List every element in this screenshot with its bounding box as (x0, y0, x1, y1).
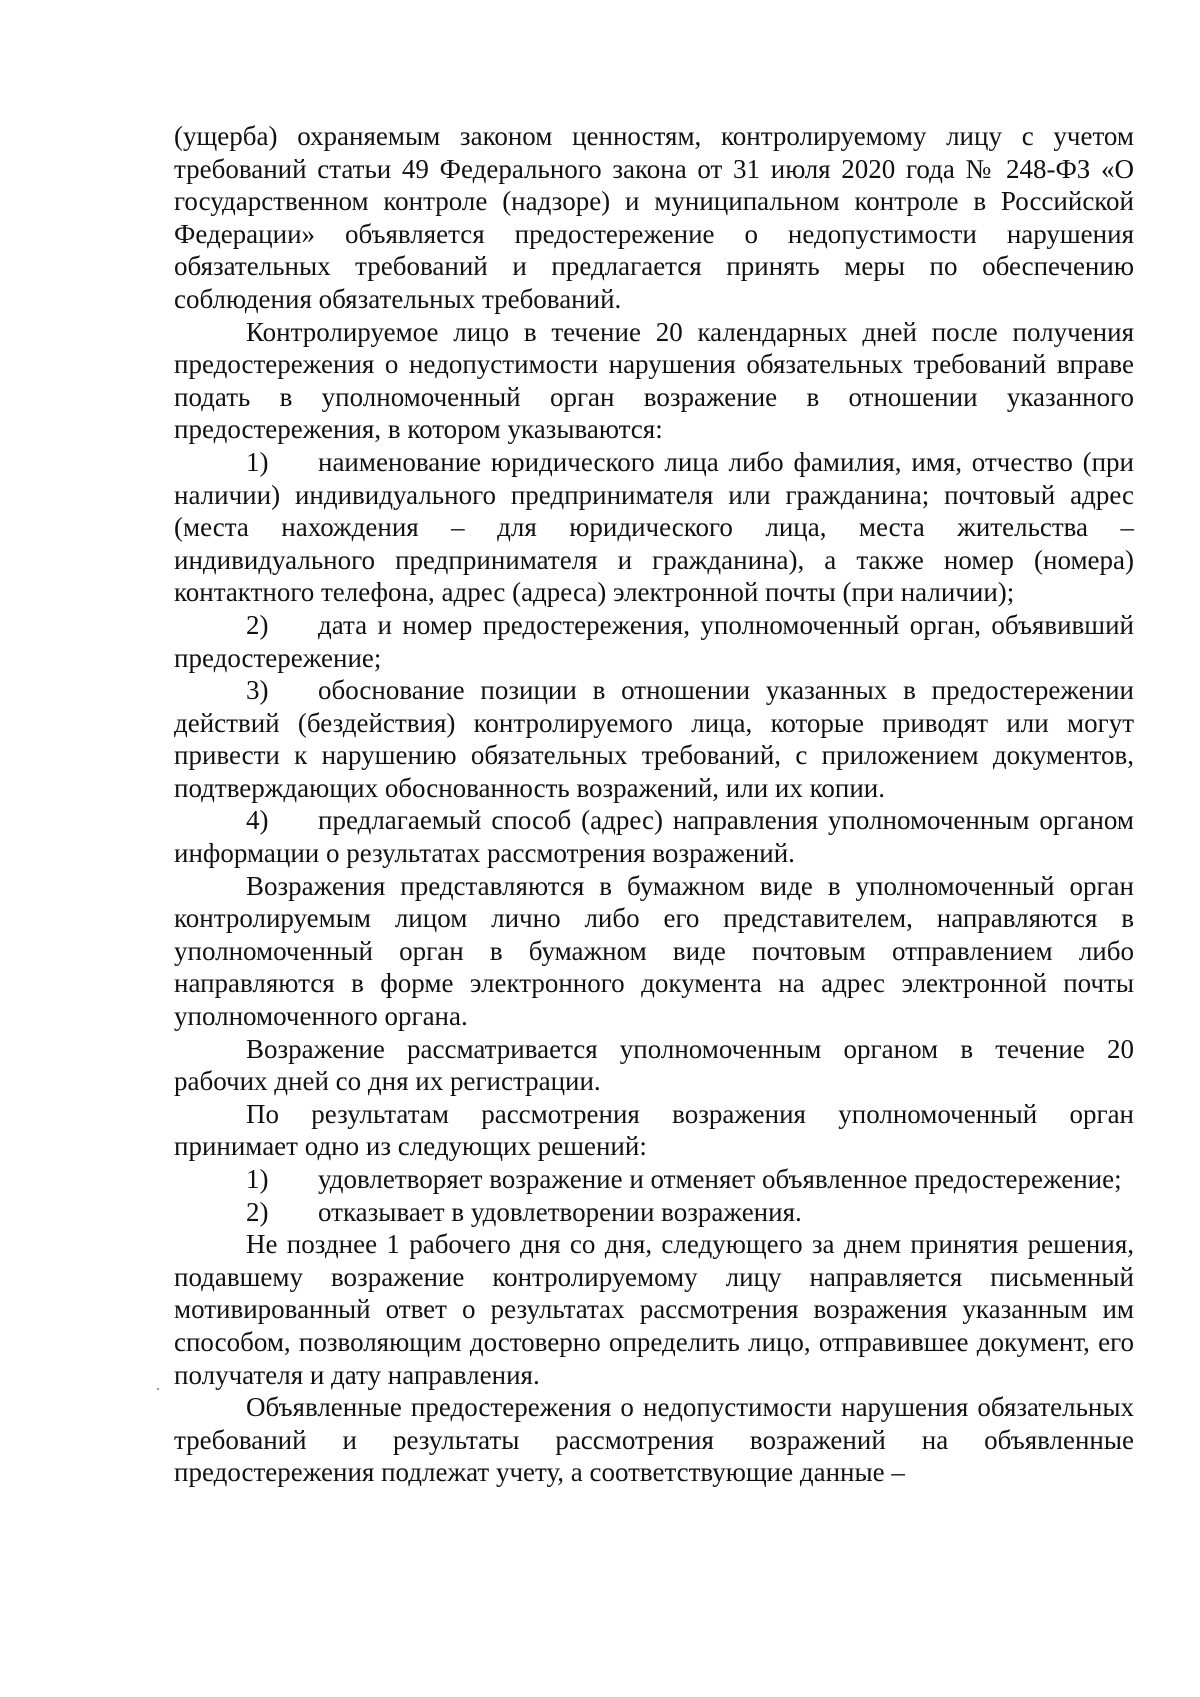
list-item (174, 1196, 1134, 1229)
list-item (174, 446, 1134, 609)
paragraph-response: Не позднее 1 рабочего дня со дня, следующего за днем принятия решения, подавшему возражение контролируемому лицу направляется письменный мотивированный ответ о результатах рассмотрения возражения указанным им способом, позволяющим достоверно определить лицо, отправившее документ, его получателя и дату направления. (174, 1229, 1134, 1390)
paragraph-submission: Возражения представляются в бумажном виде в уполномоченный орган контролируемым лицом лично либо его представителем, направляются в уполномоченный орган в бумажном виде почтовым отправлением либо направляются в форме электронного документа на адрес электронной почты уполномоченного органа. (174, 870, 1134, 1032)
list-item-number: 2) (246, 609, 269, 640)
list-item-text: удовлетворяет возражение и отменяет объявленное предостережение; (318, 1164, 1122, 1194)
list-item-number: 1) (246, 446, 269, 477)
list-item-number: 3) (246, 675, 269, 706)
list-item-number: 4) (246, 805, 269, 836)
paragraph-decisions-intro: По результатам рассмотрения возражения уполномоченный орган принимает одно из следующих решений: (174, 1098, 1134, 1162)
paragraph-review-term: Возражение рассматривается уполномоченным органом в течение 20 рабочих дней со дня их регистрации. (174, 1033, 1134, 1097)
scan-artifact (157, 1388, 159, 1390)
list-item-text: обоснование позиции в отношении указанных в предостережении действий (бездействия) контролируемого лица, которые приводят или могут привести к нарушению обязательных требований, с приложением документов, подтверждающих обоснованность возражений, или их копии. (174, 675, 1134, 803)
list-item (174, 674, 1134, 804)
paragraph-objection-right: Контролируемое лицо в течение 20 календарных дней после получения предостережения о недопустимости нарушения обязательных требований вправе подать в уполномоченный орган возражение в отношении указанного предостережения, в котором указываются: (174, 316, 1134, 445)
list-item-text: отказывает в удовлетворении возражения. (318, 1196, 802, 1227)
list-item (174, 1163, 1134, 1196)
document-body (174, 120, 1134, 1489)
list-item-number: 1) (246, 1164, 269, 1194)
list-item-text: дата и номер предостережения, уполномоченный орган, объявивший предостережение; (174, 609, 1134, 673)
list-item (174, 804, 1134, 869)
paragraph-continuation: (ущерба) охраняемым законом ценностям, контролируемому лицу с учетом требований статьи 49 Федерального закона от 31 июля 2020 года № 248-ФЗ «О государственном контроле (надзоре) и муниципальном контроле в Российской Федерации» объявляется предостережение о недопустимости нарушения обязательных требований и предлагается принять меры по обеспечению соблюдения обязательных требований. (174, 121, 1134, 314)
list-item-text: наименование юридического лица либо фамилия, имя, отчество (при наличии) индивидуального предпринимателя или гражданина; почтовый адрес (места нахождения – для юридического лица, места жительства – индивидуального предпринимателя и гражданина), а также номер (номера) контактного телефона, адрес (адреса) электронной почты (при наличии); (174, 446, 1134, 608)
list-item-number: 2) (246, 1196, 269, 1227)
paragraph-records: Объявленные предостережения о недопустимости нарушения обязательных требований и результаты рассмотрения возражений на объявленные предостережения подлежат учету, а соответствующие данные – (174, 1392, 1134, 1488)
list-item (174, 609, 1134, 674)
list-item-text: предлагаемый способ (адрес) направления уполномоченным органом информации о результатах рассмотрения возражений. (174, 805, 1134, 869)
